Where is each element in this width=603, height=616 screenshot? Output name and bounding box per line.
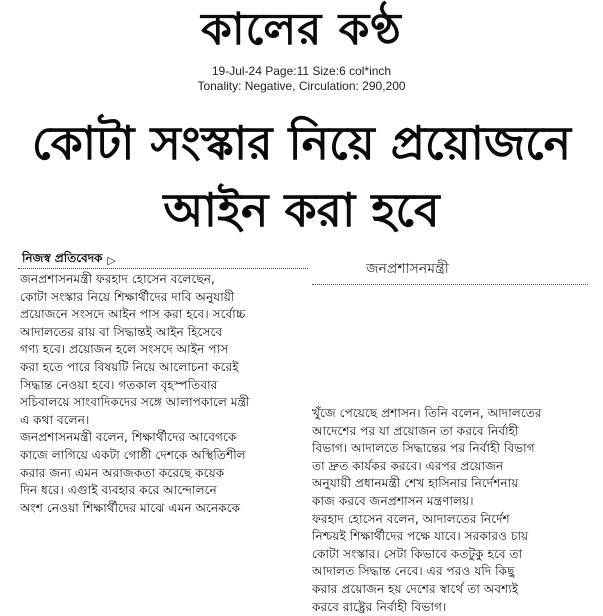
article-line: কোটা সংস্কার নিয়ে শিক্ষার্থীদের দাবি অনুযায়ী — [20, 289, 235, 304]
article-line: অনুযায়ী প্রধানমন্ত্রী শেখ হাসিনার নির্দেশনায় — [312, 476, 519, 491]
article-right-column — [312, 405, 588, 616]
article-line: কাজ করবে জনপ্রশাসন মন্ত্রণালয়। — [312, 493, 474, 508]
article-line: কোটা সংস্কার। সেটা কিভাবে কতটুকু হবে তা — [312, 546, 523, 561]
headline-line-2: আইন করা হবে — [163, 183, 440, 237]
article-line: অংশ নেওয়া শিক্ষার্থীদের মাঝে এমন অনেককে — [20, 500, 241, 515]
clipping-tonality-line: Tonality: Negative, Circulation: 290,200 — [197, 79, 406, 93]
article-line: আদালত সিদ্ধান্ত নেবে। এর পরও যদি কিছু — [312, 564, 515, 579]
article-line: প্রয়োজনে সংসদে আইন পাস করা হবে। সর্বোচ্চ — [20, 307, 246, 322]
article-line: জনপ্রশাসনমন্ত্রী বলেন, শিক্ষার্থীদের আবেগকে — [20, 430, 237, 445]
article-line: আদালতের রায় বা সিদ্ধান্তই আইন হিসেবে — [20, 324, 223, 339]
article-line: আদেশের পর যা প্রয়োজন তা করবে নির্বাহী — [312, 423, 519, 438]
article-line: করার জন্য এমন অরাজকতা করেছে কয়েক — [20, 465, 225, 480]
clipping-meta-line: 19-Jul-24 Page:11 Size:6 col*inch — [211, 64, 392, 78]
pull-label-divider — [312, 284, 588, 285]
article-line: খুঁজে পেয়েছে প্রশাসন। তিনি বলেন, আদালতের — [312, 406, 542, 420]
photo-area — [312, 288, 588, 400]
article-line: জনপ্রশাসনমন্ত্রী ফরহাদ হোসেন বলেছেন, — [20, 272, 215, 286]
article-line: করবে রাষ্ট্রের নির্বাহী বিভাগ। — [312, 599, 447, 614]
article-line: বিভাগ। আদালতে সিদ্ধান্তের পর নির্বাহী বিভাগ — [312, 441, 535, 456]
byline-divider — [18, 268, 308, 269]
byline-text: নিজস্ব প্রতিবেদক — [22, 251, 103, 265]
article-line: সিদ্ধান্ত নেওয়া হবে। গতকাল বৃহস্পতিবার — [20, 377, 218, 392]
article-line: এ কথা বলেন। — [20, 412, 90, 427]
pull-label: জনপ্রশাসনমন্ত্রী — [366, 261, 449, 277]
article-line: করার প্রয়োজন হয় দেশের স্বার্থে তা অবশ্যই — [312, 581, 519, 596]
article-line: তা দ্রুত কার্যকর করবে। এরপর প্রয়োজন — [312, 458, 504, 473]
article-line: সচিবালয়ে সাংবাদিকদের সঙ্গে আলাপকালে মন্ত্রী — [20, 395, 250, 410]
article-line: কাজে লাগিয়ে একটা গোষ্ঠী দেশকে অস্থিতিশীল — [20, 447, 246, 462]
article-line: নিশ্চয়ই শিক্ষার্থীদের পক্ষে যাবে। সরকারও চায় — [312, 529, 529, 544]
article-line: গণ্য হবে। প্রয়োজন হলে সংসদে আইন পাস — [20, 342, 229, 357]
article-line: ফরহাদ হোসেন বলেন, আদালতের নির্দেশ — [312, 511, 510, 526]
article-line: দিন ধরে। এগুাই ব্যবহার করে আন্দোলনে — [20, 483, 217, 498]
triangle-right-icon: ▷ — [107, 253, 116, 267]
article-left-column — [20, 271, 310, 517]
headline-line-1: কোটা সংস্কার নিয়ে প্রয়োজনে — [31, 116, 572, 170]
byline — [22, 250, 116, 270]
masthead-title: কালের কণ্ঠ — [201, 4, 402, 55]
article-line: করা হতে পারে বিষয়টি নিয়ে আলোচনা করেই — [20, 359, 239, 374]
